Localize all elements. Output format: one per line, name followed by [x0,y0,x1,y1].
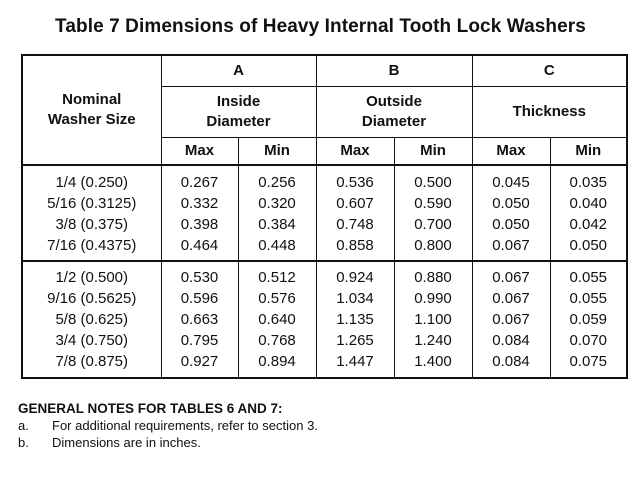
size-column [22,165,161,261]
value-cell: 0.067 [492,237,530,254]
a-min-header: Min [238,138,316,166]
value-cell: 0.332 [180,195,219,212]
group-b-letter: B [316,55,472,87]
table-group [22,165,627,261]
value-cell: 1.265 [336,332,374,349]
value-cell: 0.067 [492,311,530,328]
value-cell: 0.640 [258,311,296,328]
dimensions-table [21,54,628,379]
value-cell: 0.530 [180,269,219,286]
c-min-column [550,165,627,261]
value-cell: 1.100 [414,311,452,328]
c-max-column [472,261,550,378]
thickness-header [472,87,627,138]
value-cell: 0.045 [492,174,530,191]
b-max-column [316,165,394,261]
value-cell: 0.768 [258,332,296,349]
value-cell: 0.590 [414,195,452,212]
value-cell: 0.800 [414,237,452,254]
value-cell: 0.067 [492,290,530,307]
value-cell: 0.055 [569,290,608,307]
thickness-line1: Thickness [512,103,586,120]
value-cell: 0.070 [569,332,608,349]
size-cell: 9/16 (0.5625) [47,290,137,307]
c-max-header: Max [472,138,550,166]
value-cell: 0.795 [180,332,219,349]
value-cell: 1.135 [336,311,374,328]
b-min-column [394,261,472,378]
b-max-header: Max [316,138,394,166]
size-cell: 5/16 (0.3125) [47,195,137,212]
a-max-column [161,261,238,378]
value-cell: 0.040 [569,195,608,212]
value-cell: 0.990 [414,290,452,307]
note-label: b. [18,435,29,450]
a-min-column [238,165,316,261]
a-min-column [238,261,316,378]
group-c-letter: C [472,55,627,87]
note-item [18,417,318,434]
value-cell: 0.075 [569,353,608,370]
a-max-header: Max [161,138,238,166]
value-cell: 0.084 [492,353,530,370]
note-text: Dimensions are in inches. [52,435,201,450]
c-min-column [550,261,627,378]
nominal-size-header-line1: Nominal [62,91,122,108]
value-cell: 0.050 [492,195,530,212]
size-cell: 3/8 (0.375) [55,216,129,233]
outside-diameter-header [316,87,472,138]
outside-diameter-line2: Diameter [361,113,427,130]
size-cell: 7/8 (0.875) [55,353,129,370]
b-max-column [316,261,394,378]
note-item [18,434,318,451]
value-cell: 0.748 [336,216,374,233]
value-cell: 0.320 [258,195,296,212]
value-cell: 0.050 [569,237,608,254]
b-min-column [394,165,472,261]
value-cell: 0.700 [414,216,452,233]
value-cell: 0.607 [336,195,374,212]
notes-heading: GENERAL NOTES FOR TABLES 6 AND 7: [18,401,283,416]
size-cell: 1/4 (0.250) [55,174,129,191]
note-label: a. [18,418,29,433]
value-cell: 1.034 [336,290,374,307]
c-min-header: Min [550,138,627,166]
table-title: Table 7 Dimensions of Heavy Internal Tooth Lock Washers [55,16,586,37]
value-cell: 0.384 [258,216,296,233]
value-cell: 0.464 [180,237,219,254]
value-cell: 0.256 [258,174,296,191]
value-cell: 0.663 [180,311,219,328]
value-cell: 0.398 [180,216,219,233]
value-cell: 1.447 [336,353,374,370]
b-min-header: Min [394,138,472,166]
value-cell: 1.400 [414,353,452,370]
value-cell: 0.880 [414,269,452,286]
value-cell: 0.055 [569,269,608,286]
group-a-letter: A [161,55,316,87]
value-cell: 0.536 [336,174,374,191]
value-cell: 0.927 [180,353,219,370]
table-group [22,261,627,378]
value-cell: 0.059 [569,311,608,328]
value-cell: 0.596 [180,290,219,307]
value-cell: 0.035 [569,174,608,191]
value-cell: 0.576 [258,290,296,307]
value-cell: 0.500 [414,174,452,191]
value-cell: 0.448 [258,237,296,254]
size-column [22,261,161,378]
value-cell: 0.512 [258,269,296,286]
value-cell: 0.042 [569,216,608,233]
nominal-size-header-line2: Washer Size [47,111,136,128]
inside-diameter-line1: Inside [216,93,261,110]
value-cell: 0.924 [336,269,374,286]
outside-diameter-line1: Outside [366,93,422,110]
size-cell: 7/16 (0.4375) [47,237,137,254]
value-cell: 1.240 [414,332,452,349]
value-cell: 0.067 [492,269,530,286]
size-cell: 5/8 (0.625) [55,311,129,328]
inside-diameter-header [161,87,316,138]
inside-diameter-line2: Diameter [206,113,271,130]
nominal-size-header [22,55,161,165]
note-text: For additional requirements, refer to section 3. [52,418,318,433]
size-cell: 1/2 (0.500) [55,269,129,286]
value-cell: 0.858 [336,237,374,254]
value-cell: 0.267 [180,174,219,191]
value-cell: 0.050 [492,216,530,233]
c-max-column [472,165,550,261]
value-cell: 0.894 [258,353,296,370]
general-notes [18,400,318,451]
size-cell: 3/4 (0.750) [55,332,129,349]
value-cell: 0.084 [492,332,530,349]
a-max-column [161,165,238,261]
